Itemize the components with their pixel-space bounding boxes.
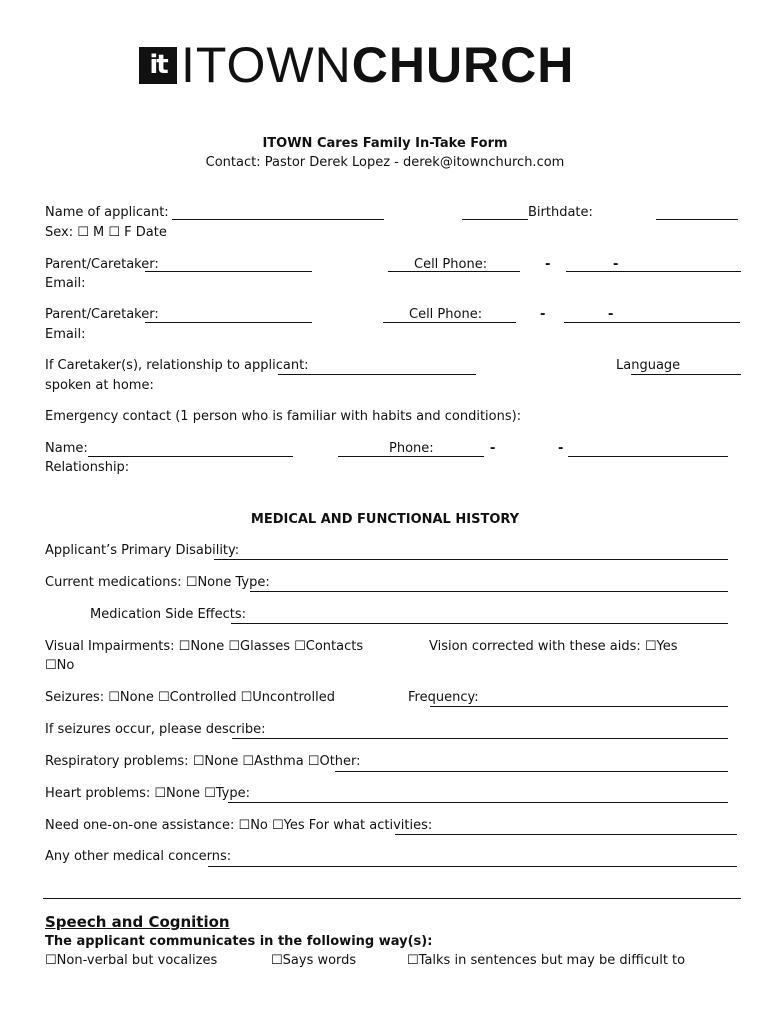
vision-corrected-label[interactable]: Vision corrected with these aids: ☐Yes xyxy=(429,639,678,654)
caretaker1-email-label: Email: xyxy=(45,276,86,291)
frequency-field[interactable] xyxy=(430,706,728,707)
emergency-phone-label: Phone: xyxy=(389,441,434,456)
form-title: ITOWN Cares Family In-Take Form xyxy=(262,136,508,151)
applicant-name-label: Name of applicant: xyxy=(45,205,169,220)
birthdate-pre-field[interactable] xyxy=(462,219,528,220)
emergency-dash-2: - xyxy=(558,441,564,456)
caretaker1-cell-underline xyxy=(388,271,520,272)
caretaker2-dash-2: - xyxy=(608,307,614,322)
medications-field[interactable] xyxy=(250,591,728,592)
caretaker2-email-label: Email: xyxy=(45,327,86,342)
birthdate-field[interactable] xyxy=(656,219,738,220)
form-contact: Contact: Pastor Derek Lopez - derek@itownchurch.com xyxy=(205,155,565,170)
emergency-relationship-label: Relationship: xyxy=(45,460,130,475)
language-spoken-label: spoken at home: xyxy=(45,378,154,393)
emergency-intro: Emergency contact (1 person who is familiar with habits and conditions): xyxy=(45,409,522,424)
logo-itown-text: ITOWN xyxy=(181,37,352,93)
one-on-one-label[interactable]: Need one-on-one assistance: ☐No ☐Yes For what activities: xyxy=(45,818,433,833)
logo-wordmark xyxy=(181,36,574,94)
respiratory-label[interactable]: Respiratory problems: ☐None ☐Asthma ☐Other: xyxy=(45,754,361,769)
applicant-name-field[interactable] xyxy=(172,219,384,220)
side-effects-field[interactable] xyxy=(231,623,728,624)
other-concerns-field-2[interactable] xyxy=(43,898,741,899)
other-concerns-field[interactable] xyxy=(208,866,737,867)
caretaker1-field[interactable] xyxy=(145,271,312,272)
side-effects-label: Medication Side Effects: xyxy=(90,607,247,622)
caretaker2-dash-1: - xyxy=(540,307,546,322)
speech-option-sentences[interactable]: ☐Talks in sentences but may be difficult to xyxy=(407,953,686,968)
medications-label[interactable]: Current medications: ☐None Type: xyxy=(45,575,270,590)
one-on-one-field[interactable] xyxy=(395,834,737,835)
caretaker1-dash-2: - xyxy=(613,257,619,272)
speech-subheading: The applicant communicates in the following way(s): xyxy=(45,934,433,949)
caretaker2-cell-label: Cell Phone: xyxy=(409,307,483,322)
heart-label[interactable]: Heart problems: ☐None ☐Type: xyxy=(45,786,250,801)
caretaker1-label: Parent/Caretaker: xyxy=(45,257,159,272)
relationship-label: If Caretaker(s), relationship to applicant: xyxy=(45,358,309,373)
emergency-dash-1: - xyxy=(490,441,496,456)
caretaker2-label: Parent/Caretaker: xyxy=(45,307,159,322)
speech-heading: Speech and Cognition xyxy=(45,913,230,931)
sex-label[interactable]: Sex: ☐ M ☐ F Date xyxy=(45,225,167,240)
vision-no-checkbox[interactable]: ☐No xyxy=(45,658,75,673)
heart-field[interactable] xyxy=(228,802,728,803)
relationship-field[interactable] xyxy=(278,374,476,375)
emergency-name-field[interactable] xyxy=(88,456,293,457)
logo-church-text: CHURCH xyxy=(351,37,575,93)
primary-disability-label: Applicant’s Primary Disability: xyxy=(45,543,240,558)
speech-option-nonverbal[interactable]: ☐Non-verbal but vocalizes xyxy=(45,953,218,968)
caretaker2-cell-field[interactable] xyxy=(564,322,740,323)
birthdate-label: Birthdate: xyxy=(528,205,593,220)
logo-mark: it xyxy=(139,47,177,84)
medical-heading: MEDICAL AND FUNCTIONAL HISTORY xyxy=(250,512,520,527)
seizures-label[interactable]: Seizures: ☐None ☐Controlled ☐Uncontrolled xyxy=(45,690,335,705)
seizures-describe-field[interactable] xyxy=(232,738,728,739)
emergency-name-label: Name: xyxy=(45,441,88,456)
language-label: Language xyxy=(616,358,681,373)
seizures-describe-label: If seizures occur, please describe: xyxy=(45,722,266,737)
caretaker1-cell-field[interactable] xyxy=(566,271,741,272)
visual-impairments-label[interactable]: Visual Impairments: ☐None ☐Glasses ☐Contacts xyxy=(45,639,364,654)
caretaker1-dash-1: - xyxy=(545,257,551,272)
emergency-phone-field[interactable] xyxy=(568,456,728,457)
respiratory-field[interactable] xyxy=(335,771,728,772)
language-field[interactable] xyxy=(631,374,741,375)
caretaker2-field[interactable] xyxy=(145,322,312,323)
other-concerns-label: Any other medical concerns: xyxy=(45,849,232,864)
caretaker1-cell-label: Cell Phone: xyxy=(414,257,488,272)
emergency-phone-underline xyxy=(338,456,484,457)
caretaker2-cell-underline xyxy=(383,322,516,323)
speech-option-words[interactable]: ☐Says words xyxy=(271,953,357,968)
frequency-label: Frequency: xyxy=(408,690,479,705)
primary-disability-field[interactable] xyxy=(214,559,728,560)
